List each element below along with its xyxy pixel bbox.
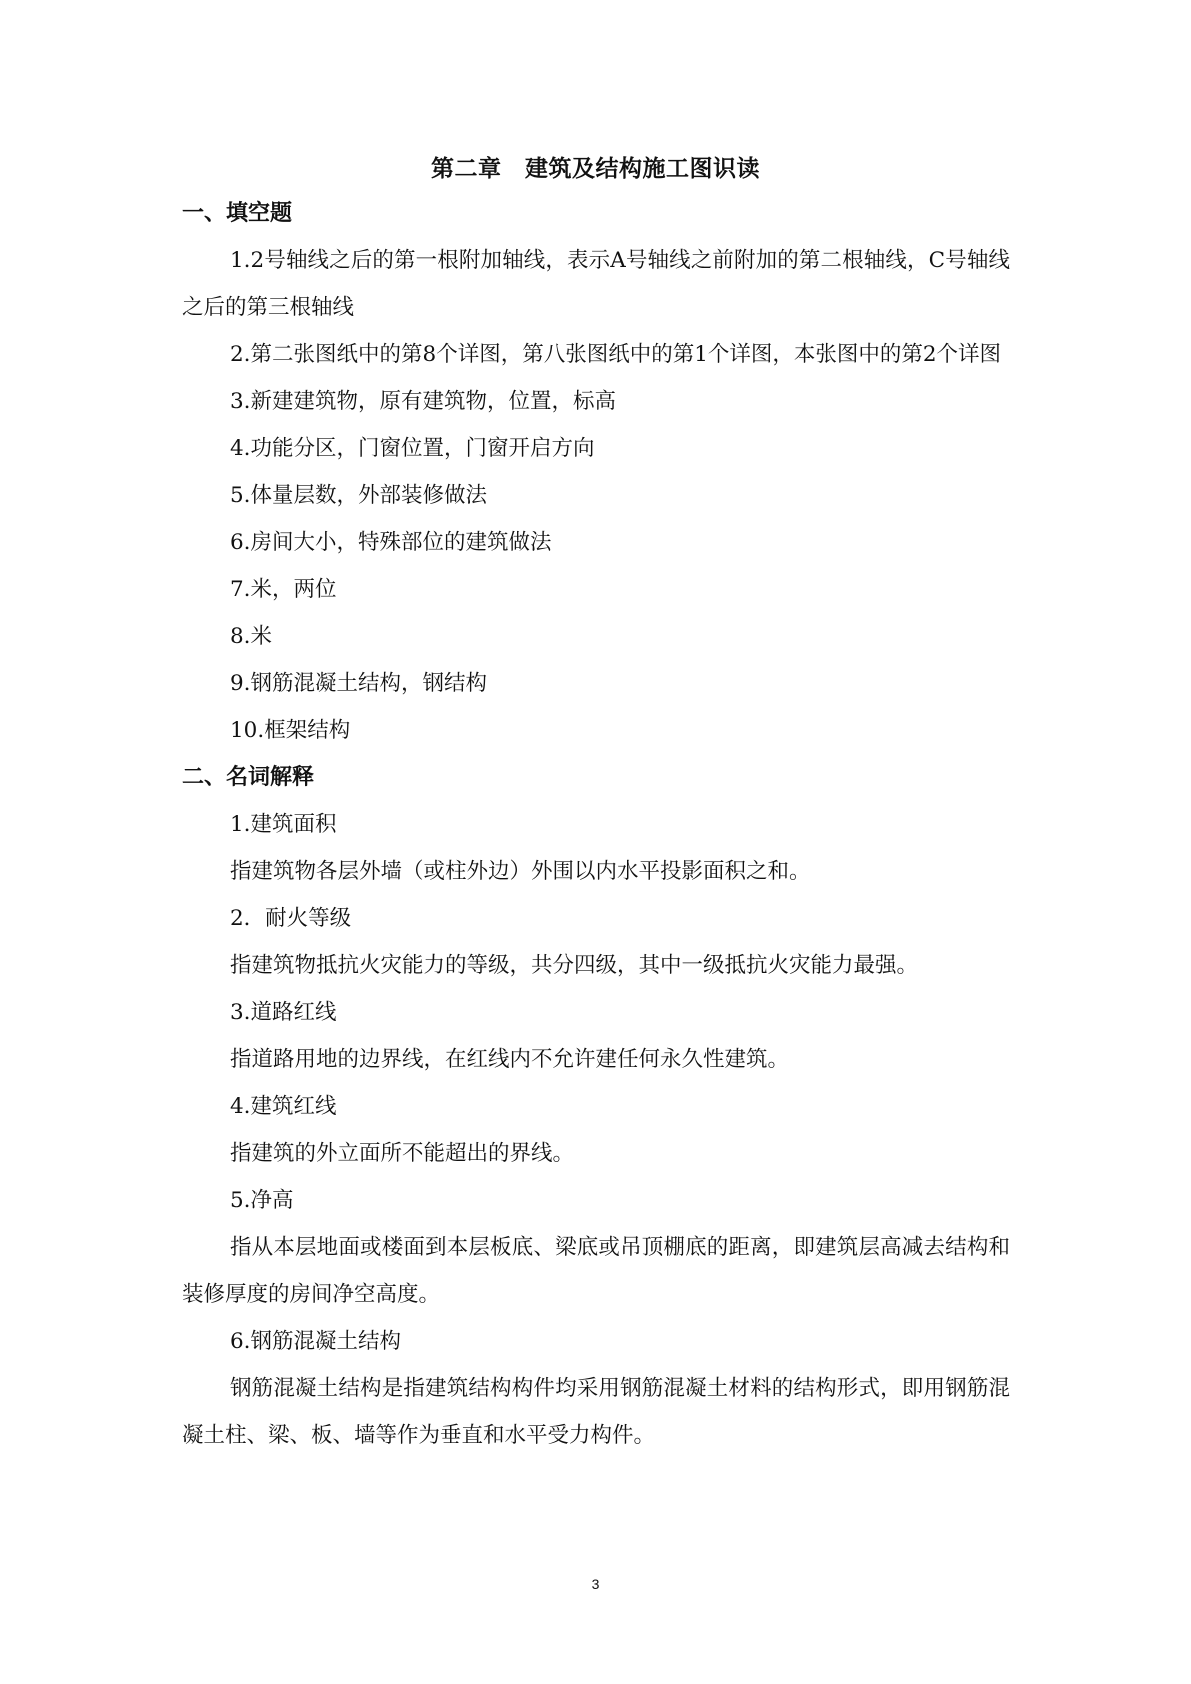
term-title: 1.建筑面积 [230, 812, 337, 837]
answer-paragraph: 8.米 [230, 624, 273, 649]
term-definition: 指道路用地的边界线，在红线内不允许建任何永久性建筑。 [230, 1047, 790, 1072]
chapter-title: 第二章 建筑及结构施工图识读 [431, 155, 760, 182]
document-body [182, 190, 1010, 1459]
section-heading-term-explanation: 二、名词解释 [182, 764, 315, 790]
term-definition: 指建筑物各层外墙（或柱外边）外围以内水平投影面积之和。 [230, 859, 811, 884]
term-title: 4.建筑红线 [230, 1094, 337, 1119]
answer-paragraph: 7.米，两位 [230, 577, 337, 602]
term-definition: 指建筑的外立面所不能超出的界线。 [230, 1141, 575, 1166]
answer-paragraph: 3.新建建筑物，原有建筑物，位置，标高 [230, 389, 617, 414]
answer-paragraph: 5.体量层数，外部装修做法 [230, 483, 488, 508]
term-title: 2．耐火等级 [230, 906, 352, 931]
term-title: 3.道路红线 [230, 1000, 337, 1025]
term-definition: 钢筋混凝土结构是指建筑结构构件均采用钢筋混凝土材料的结构形式，即用钢筋混凝土柱、梁、板、墙等作为垂直和水平受力构件。 [182, 1376, 1010, 1448]
term-definition: 指从本层地面或楼面到本层板底、梁底或吊顶棚底的距离，即建筑层高减去结构和装修厚度的房间净空高度。 [182, 1235, 1010, 1307]
answer-paragraph: 2.第二张图纸中的第8个详图，第八张图纸中的第1个详图，本张图中的第2个详图 [230, 342, 1002, 367]
term-title: 6.钢筋混凝土结构 [230, 1329, 402, 1354]
answer-paragraph: 4.功能分区，门窗位置，门窗开启方向 [230, 436, 595, 461]
term-title: 5.净高 [230, 1188, 294, 1213]
answer-paragraph: 6.房间大小，特殊部位的建筑做法 [230, 530, 552, 555]
answer-paragraph: 10.框架结构 [230, 718, 351, 743]
answer-paragraph: 9.钢筋混凝土结构，钢结构 [230, 671, 488, 696]
section-heading-fill-in-blank: 一、填空题 [182, 200, 293, 226]
answer-paragraph: 1.2号轴线之后的第一根附加轴线，表示A号轴线之前附加的第二根轴线，C号轴线之后的第三根轴线 [182, 248, 1010, 320]
page-number: 3 [591, 1576, 600, 1592]
term-definition: 指建筑物抵抗火灾能力的等级，共分四级，其中一级抵抗火灾能力最强。 [230, 953, 919, 978]
